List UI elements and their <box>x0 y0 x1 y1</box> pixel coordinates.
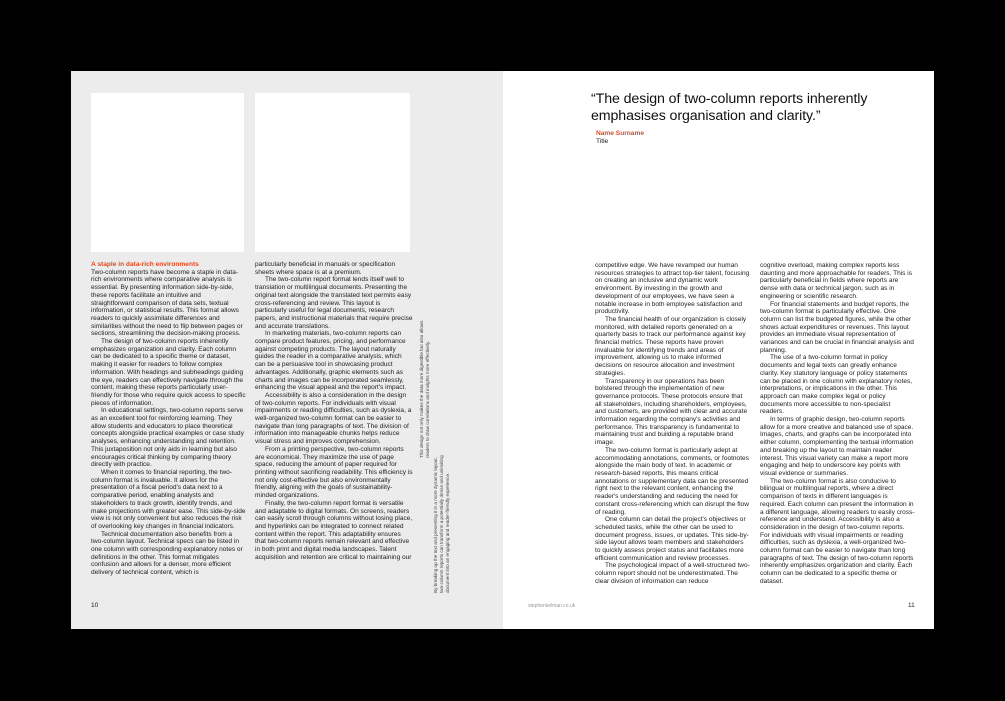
left-page <box>71 71 503 629</box>
paragraph: For financial statements and budget reports, the two-column format is particularly effective. One column can list the budgeted figures, while the other shows actual expenditures or revenues. This layout provides an immediate visual representation of variances and can be crucial in financial analysis and planning. <box>760 300 914 354</box>
vertical-caption-2: By breaking up the text and presenting it in a more dynamic layout, two-column reports can transform a potentially dense and uninviting document into an engaging and reader-friendly experience. <box>433 455 450 593</box>
paragraph: particularly beneficial in manuals or specification sheets where space is at a premium. <box>255 261 396 276</box>
image-placeholder-left <box>91 93 244 252</box>
left-page-column-2 <box>255 261 413 596</box>
paragraph: The two-column report format lends itself well to translation or multilingual documents. Presenting the original text alongside the translated text permits easy cross-referencing and review. This layout is particularly useful for legal documents, research papers, and instructional materials that require precise and accurate translations. <box>255 276 413 330</box>
section-heading: A staple in data-rich environments <box>91 261 199 268</box>
paragraph: Transparency in our operations has been bolstered through the implementation of new governance protocols. These protocols ensure that all stakeholders, including shareholders, employees, and customers, are provided with clear and accurate information regarding the company's activities and performance. This transparency is fundamental to maintaining trust and building a reputable brand image. <box>595 377 748 447</box>
pull-quote: “The design of two-column reports inherently emphasises organisation and clarity.” <box>591 91 868 124</box>
paragraph: In educational settings, two-column reports serve as an excellent tool for reinforcing learning. They allow students and educators to place theoretical concepts alongside practical examples or case study analyses, enhancing understanding and retention. This juxtaposition not only aids in learning but also encourages critical thinking by comparing theory directly with practice. <box>91 407 244 469</box>
paragraph: Technical documentation also benefits from a two-column layout. Technical specs can be listed in one column with corresponding explanatory notes or definitions in the other. This format mitigates confusion and allows for a denser, more efficient delivery of technical content, which is <box>91 530 243 577</box>
right-page <box>503 71 934 629</box>
paragraph: The financial health of our organization is closely monitored, with detailed reports generated on a quarterly basis to track our performance against key financial metrics. These reports have proven invaluable for identifying trends and areas of improvement, allowing us to make informed decisions on resource allocation and investment strategies. <box>595 315 747 377</box>
quote-author-title: Title <box>596 138 609 145</box>
paragraph: In terms of graphic design, two-column reports allow for a more creative and balanced use of space. Images, charts, and graphs can be incorporated into either column, complementing the textual information and breaking up the layout to maintain reader interest. This visual variety can make a report more engaging and help to underscore key points with visual evidence or summaries. <box>760 416 914 477</box>
paragraph: From a printing perspective, two-column reports are economical. They maximize the use of page space, reducing the amount of paper required for printing without sacrificing readability. This efficiency is not only cost-effective but also environmentally friendly, aligning with the goals of sustainability-minded organizations. <box>255 445 413 500</box>
page-number: 11 <box>908 602 915 609</box>
vertical-caption-1: This design not only makes the data more digestible but also allows readers to draw correlations and insights more effectively. <box>419 320 430 458</box>
paragraph: The two-column format is particularly adept at accommodating annotations, comments, or footnotes alongside the main body of text. In academic or research-based reports, this means critical annotations or supplementary data can be presented right next to the relevant content, enhancing the reader's understanding and reducing the need for constant cross-referencing which can disrupt the flow of reading. <box>595 446 749 516</box>
paragraph: Accessibility is also a consideration in the design of two-column reports. For individuals with visual impairments or reading difficulties, such as dyslexia, a well-organized two-column format can be easier to navigate than long paragraphs of text. The division of information into manageable chunks helps reduce visual stress and improves comprehension. <box>255 391 412 446</box>
page-number: 10 <box>91 602 99 609</box>
paragraph: The two-column format is also conducive to bilingual or multilingual reports, where a direct comparison of texts in different languages is required. Each column can present the information in a different language, allowing readers to easily cross-reference and understand. Accessibility is also a consideration in the design of two-column reports. For individuals with visual impairments or reading difficulties, such as dyslexia, a well-organized two-column format can be easier to navigate than long paragraphs of text. The design of two-column reports inherently emphasizes organization and clarity. Each column can be dedicated to a specific theme or dataset. <box>760 477 915 585</box>
paragraph: The psychological impact of a well-structured two-column report should not be underestimated. The clear division of information can reduce <box>595 562 750 585</box>
paragraph: cognitive overload, making complex reports less daunting and more approachable for readers. This is particularly beneficial in fields where reports are dense with data or technical jargon, such as in engineering or scientific research. <box>760 262 913 300</box>
paragraph: Two-column reports have become a staple in data-rich environments where comparative analysis is essential. By presenting information side-by-side, these reports facilitate an intuitive and straightforward comparison of data sets, textual information, or statistical results. This format allows readers to quickly assimilate differences and similarities without the need to flip between pages or sections, streamlining the decision-making process. <box>91 268 243 338</box>
paragraph: The design of two-column reports inherently emphasizes organization and clarity. Each column can be dedicated to a specific theme or dataset, making it easier for readers to follow complex information. With headings and subheadings guiding the eye, readers can effectively navigate through the content, making these reports particularly user-friendly for those who require quick access to specific pieces of information. <box>91 338 246 407</box>
left-page-column-1 <box>91 261 246 596</box>
right-page-column-2 <box>760 262 915 597</box>
paragraph: competitive edge. We have revamped our human resources strategies to attract top-tier talent, focusing on creating an inclusive and dynamic work environment. By investing in the growth and development of our employees, we have seen a notable increase in both employee satisfaction and productivity. <box>595 262 750 316</box>
image-placeholder-right <box>255 93 410 252</box>
right-page-column-1 <box>595 262 750 597</box>
paragraph: The use of a two-column format in policy documents and legal texts can greatly enhance clarity. Key statutory language or policy statements can be placed in one column with explanatory notes, interpretations, or implications in the other. This approach can make complex legal or policy documents more accessible to non-specialist readers. <box>760 354 913 416</box>
paragraph: In marketing materials, two-column reports can compare product features, pricing, and performance against competing products. The layout naturally guides the reader in a comparative analysis, which can be a persuasive tool in showcasing product advantages. Additionally, graphic elements such as charts and images can be incorporated seamlessly, enhancing the visual appeal and the report's impact. <box>255 330 407 392</box>
paragraph: Finally, the two-column report format is versatile and adaptable to digital formats. On screens, readers can easily scroll through columns without losing place, and hyperlinks can be integrated to connect related content within the report. This adaptability ensures that two-column reports remain relevant and effective in both print and digital media landscapes. Talent acquisition and retention are critical to maintaining our <box>255 499 413 561</box>
footer-url: stephenkelman.co.uk <box>528 603 576 609</box>
paragraph: One column can detail the project's objectives or scheduled tasks, while the other can be used to document progress, issues, or updates. This side-by-side layout allows team members and stakeholders to quickly assess project status and facilitates more efficient communication and review processes. <box>595 516 749 562</box>
quote-author-name: Name Surname <box>596 130 645 137</box>
paragraph: When it comes to financial reporting, the two-column format is invaluable. It allows for the presentation of a fiscal period's data next to a comparative period, enabling analysts and stakeholders to track growth, identify trends, and make projections with greater ease. This side-by-side view is not only convenient but also reduces the risk of overlooking key changes in financial indicators. <box>91 468 246 530</box>
